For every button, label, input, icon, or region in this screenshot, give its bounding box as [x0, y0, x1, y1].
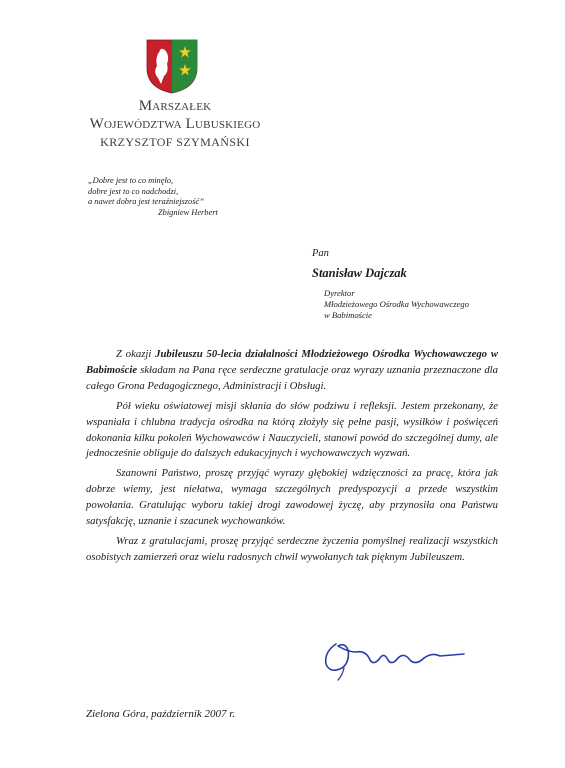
quote-line: a nawet dobra jest teraźniejszość” — [88, 197, 204, 207]
recipient-name: Stanisław Dajczak — [312, 266, 407, 280]
paragraph-1 — [86, 347, 498, 395]
paragraph-text: składam na Pana ręce serdeczne gratulacje oraz wyrazy uznania przeznaczone dla całego Grona Pedagogicznego, Administracji i Obsługi. — [86, 363, 498, 392]
paragraph-2: Pół wieku oświatowej misji skłania do słów podziwu i refleksji. Jestem przekonany, że wspaniała i chlubna tradycja ośrodka na którą złożyły się pełne pasji, wysiłków i poświęceń dokonania kilku pokoleń Wychowawców i Nauczycieli, stanowi powód do szczególnej dumy, ale jednocześnie obliguje do dalszych edukacyjnych i wychowawczych wyzwań. — [86, 399, 498, 460]
paragraph-4: Wraz z gratulacjami, proszę przyjąć serdeczne życzenia pomyślnej realizacji wszystkich osobistych zamierzeń oraz wielu radosnych chwil wywołanych tak pięknym Jubileuszem. — [86, 534, 498, 563]
quote-line: „Dobre jest to co minęło, — [88, 176, 174, 185]
quote-line: dobre jest to co nadchodzi, — [88, 186, 179, 196]
handwritten-signature — [314, 622, 474, 682]
letter-body — [86, 347, 498, 570]
jubilee-emphasis: Jubileuszu 50-lecia działalności Młodzieżowego Ośrodka Wychowawczego w Babimoście — [86, 348, 498, 376]
recipient-salutation: Pan — [312, 248, 329, 259]
header-name: KRZYSZTOF SZYMAŃSKI — [100, 135, 250, 149]
coat-of-arms-icon — [145, 38, 199, 94]
quote-author: Zbigniew Herbert — [158, 207, 218, 217]
recipient-line: Młodzieżowego Ośrodka Wychowawczego — [324, 299, 469, 310]
header-subtitle: Województwa Lubuskiego — [89, 116, 261, 132]
header-title: Marszałek — [138, 98, 212, 114]
epigraph-quote — [88, 176, 278, 218]
recipient-line: w Babimoście — [324, 310, 372, 321]
recipient-function — [324, 288, 469, 322]
paragraph-3: Szanowni Państwo, proszę przyjąć wyrazy głębokiej wdzięczności za pracę, która jak dobrze wiemy, jest niełatwa, wymaga szczególnych predyspozycji a przede wszystkim powołania. Gratulując wyboru takiej drogi zawodowej życzę, aby przynosiła ona Państwu satysfakcję, uznanie i szacunek wychowanków. — [86, 467, 498, 528]
paragraph-text: Z okazji — [116, 348, 156, 360]
recipient-line: Dyrektor — [324, 288, 355, 298]
place-and-date: Zielona Góra, październik 2007 r. — [86, 708, 236, 720]
